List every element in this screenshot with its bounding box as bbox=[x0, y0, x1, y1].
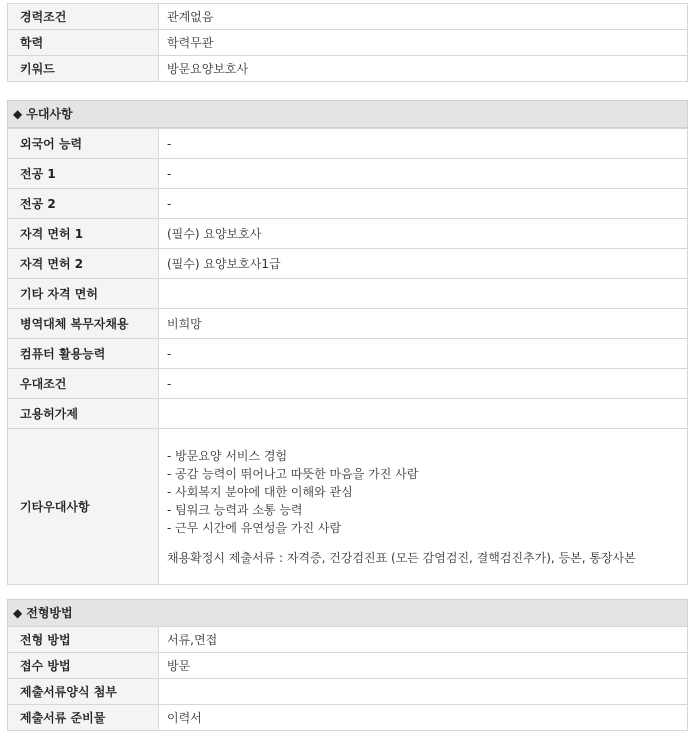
selection-table bbox=[7, 626, 688, 731]
diamond-bullet-icon: ◆ bbox=[13, 606, 23, 620]
preference-line: - 팀워크 능력과 소통 능력 bbox=[167, 502, 303, 517]
diamond-bullet-icon: ◆ bbox=[13, 107, 23, 121]
row-value: - bbox=[159, 339, 688, 369]
row-label: 자격 면허 2 bbox=[8, 249, 159, 279]
preference-table bbox=[7, 128, 688, 585]
row-value: 방문요양보호사 bbox=[159, 56, 688, 82]
table-row bbox=[8, 653, 688, 679]
table-row bbox=[8, 4, 688, 30]
row-value: 이력서 bbox=[159, 705, 688, 731]
row-label: 병역대체 복무자채용 bbox=[8, 309, 159, 339]
row-label: 키워드 bbox=[8, 56, 159, 82]
preference-line: - 근무 시간에 유연성을 가진 사람 bbox=[167, 520, 342, 535]
row-value: - bbox=[159, 159, 688, 189]
row-label: 전공 2 bbox=[8, 189, 159, 219]
row-value: 관계없음 bbox=[159, 4, 688, 30]
preference-section-header bbox=[7, 100, 688, 128]
row-label: 고용허가제 bbox=[8, 399, 159, 429]
table-row bbox=[8, 705, 688, 731]
row-value bbox=[159, 399, 688, 429]
other-preferences-value bbox=[159, 429, 688, 585]
table-row bbox=[8, 189, 688, 219]
row-label: 제출서류 준비물 bbox=[8, 705, 159, 731]
row-value: 방문 bbox=[159, 653, 688, 679]
table-row bbox=[8, 219, 688, 249]
table-row bbox=[8, 429, 688, 585]
table-row bbox=[8, 129, 688, 159]
row-label: 전공 1 bbox=[8, 159, 159, 189]
table-row bbox=[8, 679, 688, 705]
row-value: - bbox=[159, 189, 688, 219]
table-row bbox=[8, 30, 688, 56]
preference-line: - 사회복지 분야에 대한 이해와 관심 bbox=[167, 484, 353, 499]
section-title: 우대사항 bbox=[26, 107, 73, 121]
basic-conditions-table bbox=[7, 3, 688, 82]
table-row bbox=[8, 159, 688, 189]
table-row bbox=[8, 627, 688, 653]
preference-line: - 공감 능력이 뛰어나고 따뜻한 마음을 가진 사람 bbox=[167, 466, 419, 481]
row-value bbox=[159, 279, 688, 309]
table-row bbox=[8, 309, 688, 339]
row-label: 기타 자격 면허 bbox=[8, 279, 159, 309]
table-row bbox=[8, 56, 688, 82]
section-title: 전형방법 bbox=[26, 606, 73, 620]
row-value: 학력무관 bbox=[159, 30, 688, 56]
row-label: 자격 면허 1 bbox=[8, 219, 159, 249]
row-label: 외국어 능력 bbox=[8, 129, 159, 159]
table-row bbox=[8, 279, 688, 309]
row-value bbox=[159, 679, 688, 705]
row-label: 기타우대사항 bbox=[8, 429, 159, 585]
row-label: 전형 방법 bbox=[8, 627, 159, 653]
row-label: 제출서류양식 첨부 bbox=[8, 679, 159, 705]
table-row bbox=[8, 339, 688, 369]
row-value: 비희망 bbox=[159, 309, 688, 339]
preference-line: - 방문요양 서비스 경험 bbox=[167, 448, 288, 463]
row-value: 서류,면접 bbox=[159, 627, 688, 653]
table-row bbox=[8, 369, 688, 399]
table-row bbox=[8, 249, 688, 279]
selection-section-header bbox=[7, 599, 688, 627]
row-value: - bbox=[159, 129, 688, 159]
required-documents-note: 채용확정시 제출서류 : 자격증, 건강검진표 (모든 감염검진, 결핵검진추가), 등본, 통장사본 bbox=[167, 550, 636, 565]
row-label: 학력 bbox=[8, 30, 159, 56]
row-label: 컴퓨터 활용능력 bbox=[8, 339, 159, 369]
row-label: 우대조건 bbox=[8, 369, 159, 399]
row-value: (필수) 요양보호사 bbox=[159, 219, 688, 249]
row-value: (필수) 요양보호사1급 bbox=[159, 249, 688, 279]
row-label: 접수 방법 bbox=[8, 653, 159, 679]
row-label: 경력조건 bbox=[8, 4, 159, 30]
table-row bbox=[8, 399, 688, 429]
row-value: - bbox=[159, 369, 688, 399]
